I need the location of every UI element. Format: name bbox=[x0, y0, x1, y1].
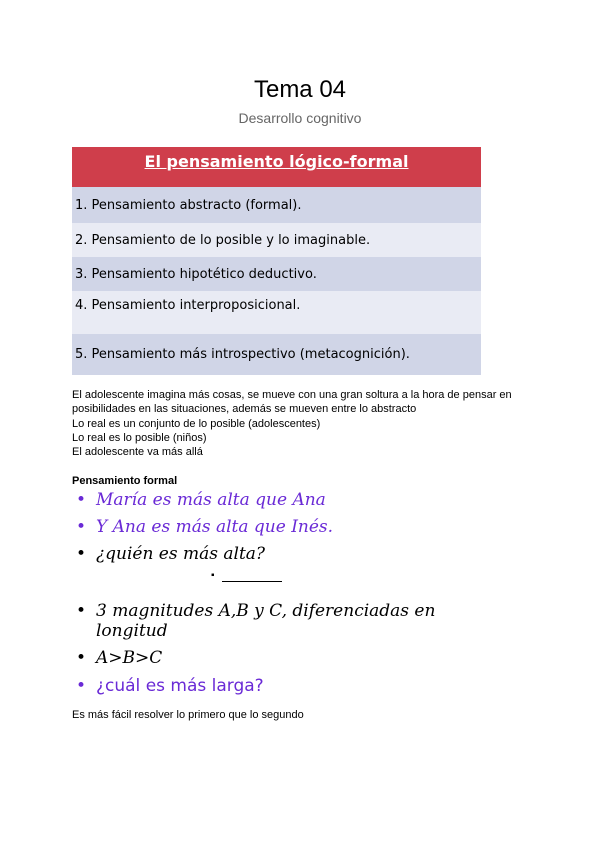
paragraph-line: Lo real es lo posible (niños) bbox=[72, 431, 207, 444]
table-row: 1. Pensamiento abstracto (formal). bbox=[72, 187, 481, 223]
table-heading: El pensamiento lógico-formal bbox=[72, 147, 481, 187]
answer-blank-line bbox=[222, 581, 282, 582]
table-row: 3. Pensamiento hipotético deductivo. bbox=[72, 257, 481, 291]
table-row: 2. Pensamiento de lo posible y lo imaginable. bbox=[72, 223, 481, 257]
body-paragraph bbox=[72, 388, 532, 459]
small-bullet-icon: ▪ bbox=[211, 570, 215, 581]
table-row: 4. Pensamiento interproposicional. bbox=[72, 291, 481, 334]
bullet-item: • A>B>C bbox=[76, 648, 163, 668]
footer-note: Es más fácil resolver lo primero que lo segundo bbox=[72, 709, 304, 721]
paragraph-line: posibilidades en las situaciones, además se mueven entre lo abstracto bbox=[72, 403, 417, 416]
section-title: Pensamiento formal bbox=[72, 475, 178, 487]
bullet-item: • 3 magnitudes A,B y C, diferenciadas en longitud bbox=[76, 601, 436, 641]
bullet-icon: • bbox=[76, 676, 87, 696]
bullet-item: • Y Ana es más alta que Inés. bbox=[76, 517, 334, 537]
bullet-icon: • bbox=[76, 490, 87, 510]
table-row: 5. Pensamiento más introspectivo (metacognición). bbox=[72, 334, 481, 375]
page-title: Tema 04 bbox=[253, 76, 347, 103]
paragraph-line: Lo real es un conjunto de lo posible (adolescentes) bbox=[72, 417, 321, 430]
page-subtitle: Desarrollo cognitivo bbox=[238, 110, 362, 126]
bullet-item: • ¿quién es más alta? bbox=[76, 544, 266, 564]
bullet-item: • María es más alta que Ana bbox=[76, 490, 326, 510]
thinking-table bbox=[72, 147, 481, 375]
bullet-item: • ¿cuál es más larga? bbox=[76, 676, 264, 696]
bullet-icon: • bbox=[76, 648, 87, 668]
bullet-icon: • bbox=[76, 601, 87, 621]
paragraph-line: El adolescente imagina más cosas, se mueve con una gran soltura a la hora de pensar en bbox=[72, 389, 512, 401]
paragraph-line: El adolescente va más allá bbox=[72, 446, 203, 459]
bullet-icon: • bbox=[76, 517, 87, 537]
bullet-icon: • bbox=[76, 544, 87, 564]
